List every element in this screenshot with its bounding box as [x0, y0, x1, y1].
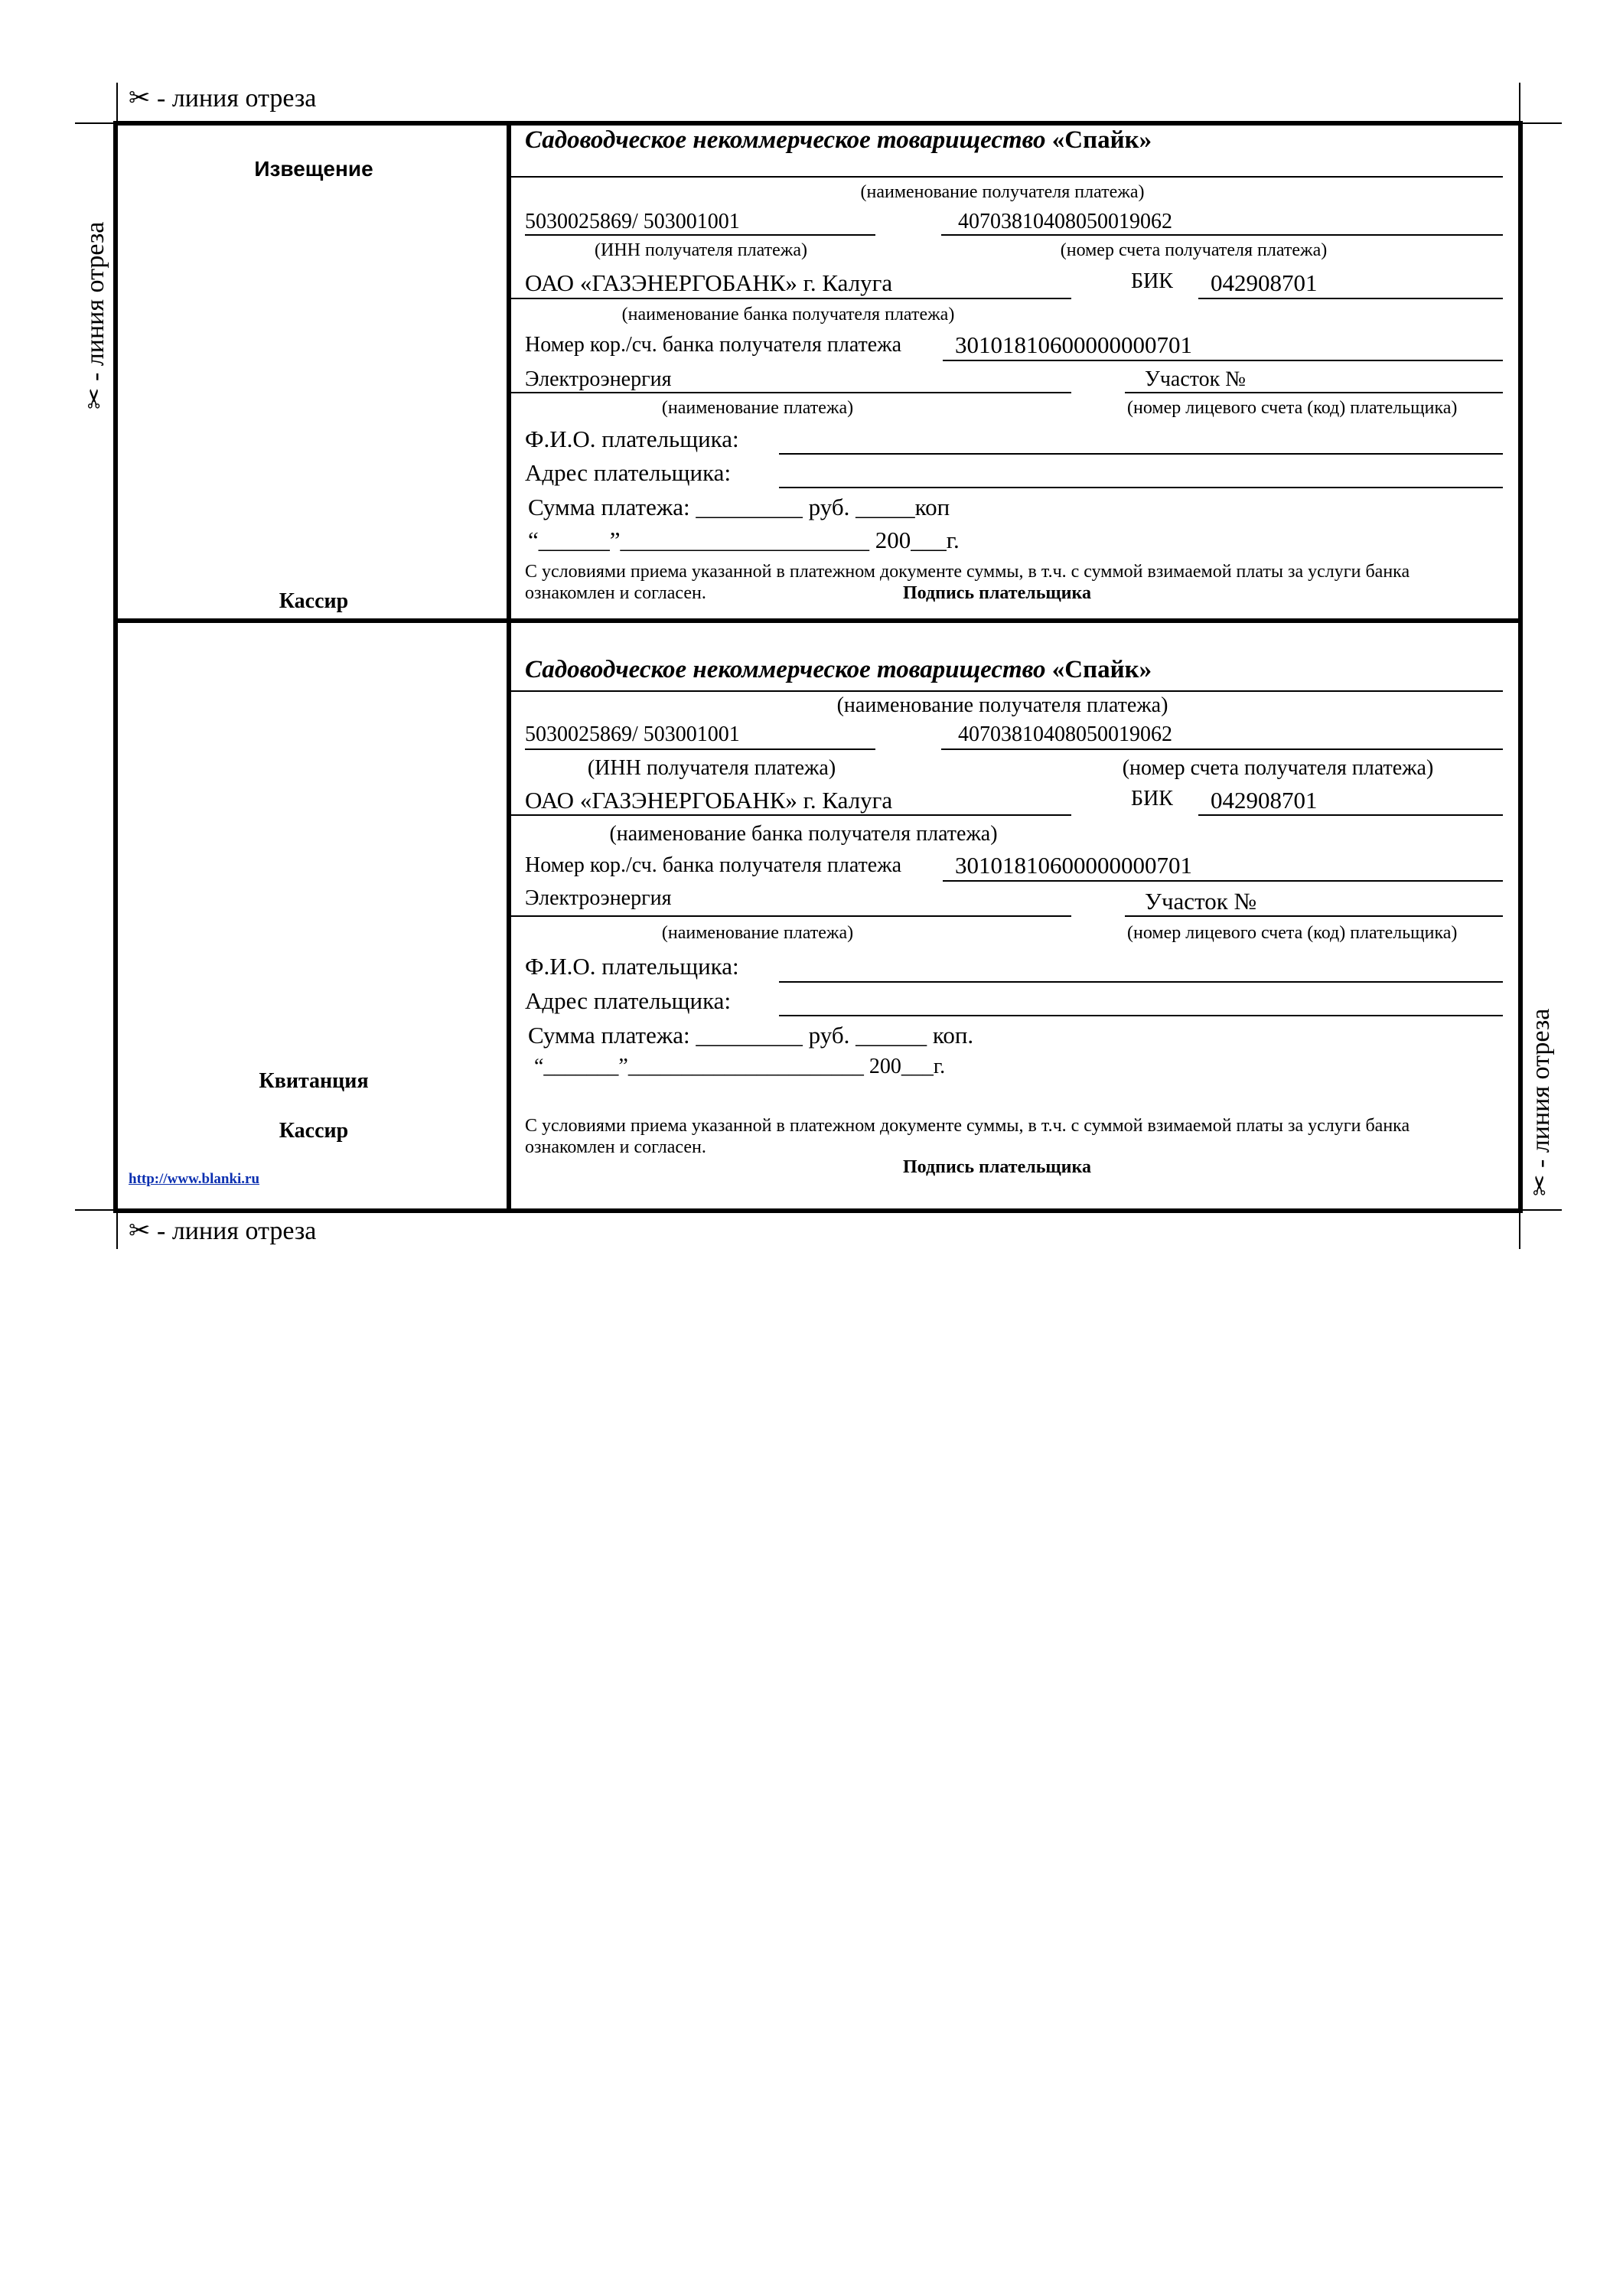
notice-sum-line: Сумма платежа: _________ руб. _____коп	[528, 494, 950, 520]
notice-cashier-label: Кассир	[279, 589, 349, 613]
receipt-bank-name: ОАО «ГАЗЭНЕРГОБАНК» г. Калуга	[525, 787, 893, 814]
notice-plot-underline	[1125, 392, 1503, 393]
trim-guide-left-bottom	[75, 1209, 118, 1211]
receipt-bank-underline	[511, 814, 1071, 816]
receipt-personal-caption: (номер лицевого счета (код) плательщика)	[1127, 923, 1458, 943]
notice-payment-name: Электроэнергия	[525, 367, 672, 391]
receipt-corr-underline	[943, 880, 1503, 882]
cut-line-bottom	[129, 1215, 316, 1246]
cut-line-label: - линия отреза	[1527, 1008, 1555, 1168]
notice-bank-caption: (наименование банка получателя платежа)	[621, 305, 955, 325]
notice-bank-name: ОАО «ГАЗЭНЕРГОБАНК» г. Калуга	[525, 269, 893, 296]
form-vertical-divider	[507, 121, 511, 1213]
receipt-signature-label: Подпись плательщика	[903, 1157, 1091, 1177]
blanki-link[interactable]: http://www.blanki.ru	[129, 1171, 260, 1187]
receipt-inn-value: 5030025869/ 503001001	[525, 722, 740, 746]
receipt-payment-caption: (наименование платежа)	[661, 923, 854, 943]
cut-line-label: - линия отреза	[157, 84, 317, 113]
receipt-side-label: Квитанция	[259, 1069, 369, 1093]
notice-corr-underline	[943, 360, 1503, 361]
notice-recipient-underline	[511, 176, 1503, 178]
notice-side-label: Извещение	[254, 157, 373, 181]
notice-address-label: Адрес плательщика:	[525, 459, 732, 486]
receipt-address-label: Адрес плательщика:	[525, 987, 732, 1014]
receipt-account-caption: (номер счета получателя платежа)	[1122, 756, 1434, 780]
notice-account-caption: (номер счета получателя платежа)	[1060, 240, 1328, 260]
notice-account-value: 40703810408050019062	[958, 210, 1172, 233]
notice-bik-value: 042908701	[1211, 269, 1318, 296]
receipt-bik-label: БИК	[1131, 787, 1173, 810]
notice-personal-caption: (номер лицевого счета (код) плательщика)	[1127, 398, 1458, 418]
notice-fio-label: Ф.И.О. плательщика:	[525, 426, 739, 452]
receipt-bik-value: 042908701	[1211, 787, 1318, 814]
receipt-terms-line1: С условиями приема указанной в платежном документе суммы, в т.ч. с суммой взимаемой платы за услуги банка	[525, 1116, 1410, 1136]
scissors-icon: ✂	[81, 387, 109, 409]
notice-corr-label: Номер кор./сч. банка получателя платежа	[525, 333, 901, 357]
receipt-fio-label: Ф.И.О. плательщика:	[525, 953, 739, 980]
trim-guide-right-top	[1519, 122, 1562, 124]
trim-guide-top-left	[116, 83, 118, 122]
notice-terms-line1: С условиями приема указанной в платежном документе суммы, в т.ч. с суммой взимаемой платы за услуги банка	[525, 562, 1410, 582]
notice-payment-caption: (наименование платежа)	[661, 398, 854, 418]
form-horizontal-divider	[113, 618, 1523, 623]
notice-recipient-caption: (наименование получателя платежа)	[860, 182, 1145, 202]
notice-date-line: “______”_____________________ 200___г.	[528, 527, 960, 553]
cut-line-label: - линия отреза	[157, 1217, 317, 1245]
trim-guide-bottom-right	[1519, 1209, 1520, 1249]
receipt-recipient-underline	[511, 690, 1503, 692]
cut-line-label: - линия отреза	[81, 221, 109, 381]
notice-inn-underline	[525, 234, 875, 236]
notice-inn-value: 5030025869/ 503001001	[525, 210, 740, 233]
notice-signature-label: Подпись плательщика	[903, 583, 1091, 603]
cut-line-right	[1525, 1009, 1556, 1196]
cut-line-left	[80, 222, 110, 409]
receipt-bank-caption: (наименование банка получателя платежа)	[609, 822, 998, 846]
receipt-recipient-title: Садоводческое некоммерческое товарищество «Спайк»	[525, 656, 1152, 683]
notice-payment-underline	[511, 392, 1071, 393]
receipt-terms-line2: ознакомлен и согласен.	[525, 1137, 706, 1157]
scissors-icon: ✂	[1527, 1174, 1555, 1196]
trim-guide-left-top	[75, 122, 118, 124]
receipt-payment-name: Электроэнергия	[525, 886, 672, 910]
receipt-sum-line: Сумма платежа: _________ руб. ______ коп.	[528, 1022, 974, 1049]
receipt-payment-underline	[511, 915, 1071, 917]
receipt-address-line[interactable]	[779, 1015, 1503, 1016]
receipt-account-value: 40703810408050019062	[958, 722, 1172, 746]
notice-account-underline	[941, 234, 1503, 236]
receipt-bik-underline	[1198, 814, 1503, 816]
receipt-recipient-caption: (наименование получателя платежа)	[836, 693, 1168, 717]
receipt-corr-label: Номер кор./сч. банка получателя платежа	[525, 853, 901, 877]
receipt-cashier-label: Кассир	[279, 1119, 349, 1143]
notice-bik-underline	[1198, 298, 1503, 299]
cut-line-top	[129, 83, 316, 113]
receipt-fio-line[interactable]	[779, 981, 1503, 983]
notice-inn-caption: (ИНН получателя платежа)	[595, 240, 807, 260]
trim-guide-bottom-left	[116, 1209, 118, 1249]
receipt-account-underline	[941, 748, 1503, 750]
scissors-icon: ✂	[129, 1217, 151, 1245]
receipt-inn-underline	[525, 748, 875, 750]
receipt-inn-caption: (ИНН получателя платежа)	[587, 756, 836, 780]
scissors-icon: ✂	[129, 84, 151, 113]
notice-address-line[interactable]	[779, 487, 1503, 488]
notice-bank-underline	[511, 298, 1071, 299]
notice-corr-value: 30101810600000000701	[955, 331, 1192, 358]
receipt-plot-label: Участок №	[1145, 888, 1257, 915]
receipt-corr-value: 30101810600000000701	[955, 852, 1192, 879]
notice-recipient-title: Садоводческое некоммерческое товарищество «Спайк»	[525, 126, 1152, 154]
receipt-date-line: “_______”______________________ 200___г.	[534, 1055, 946, 1078]
receipt-plot-underline	[1125, 915, 1503, 917]
notice-terms-line2: ознакомлен и согласен.	[525, 583, 706, 603]
notice-plot-label: Участок №	[1145, 367, 1246, 391]
notice-bik-label: БИК	[1131, 269, 1173, 293]
trim-guide-right-bottom	[1519, 1209, 1562, 1211]
trim-guide-top-right	[1519, 83, 1520, 122]
notice-fio-line[interactable]	[779, 453, 1503, 455]
